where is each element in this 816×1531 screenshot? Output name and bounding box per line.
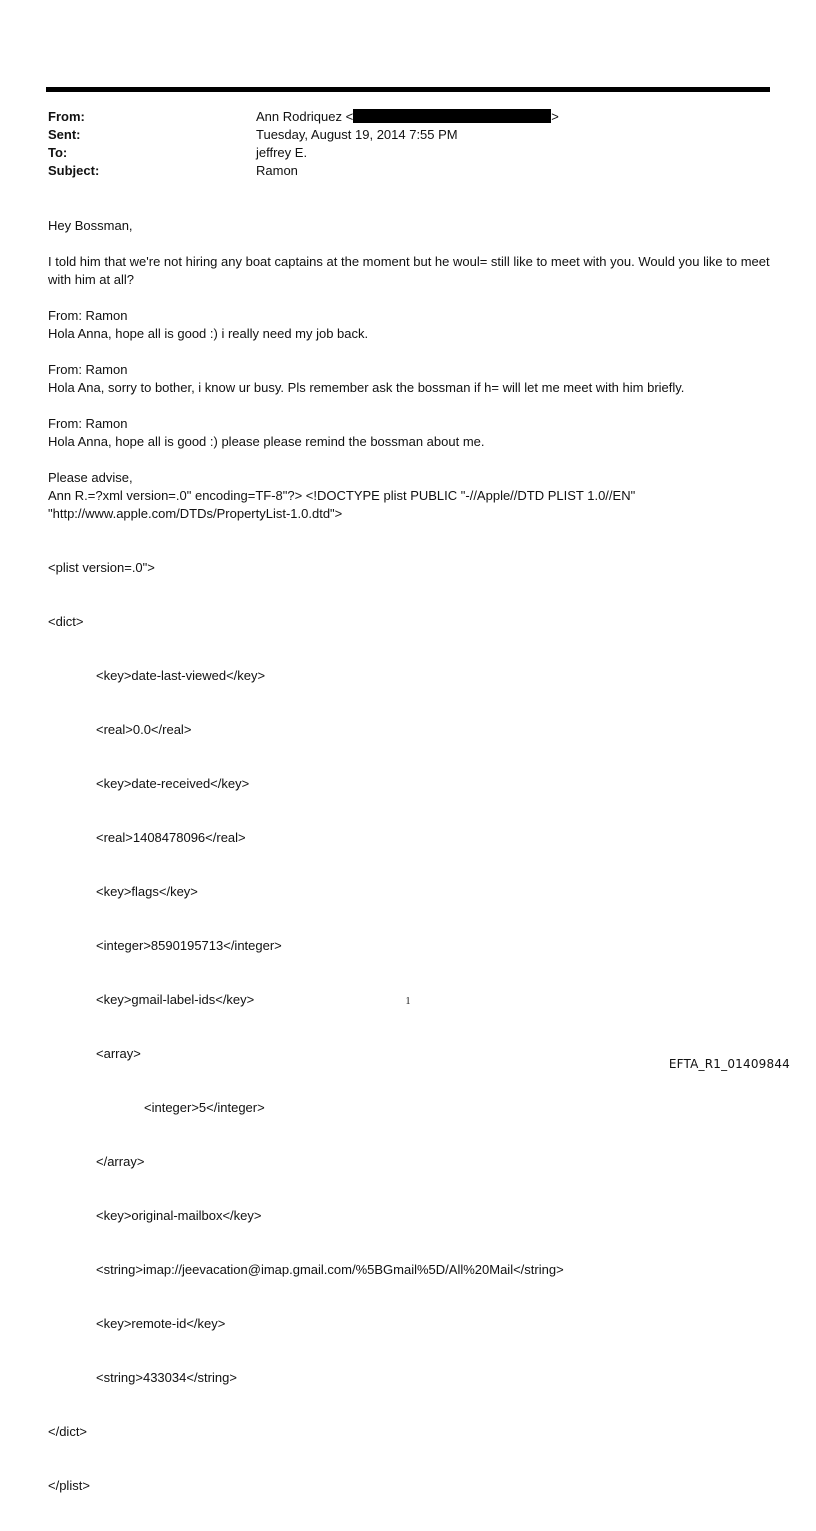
plist-value: <string>433034</string> bbox=[96, 1370, 237, 1385]
plist-key: <key>remote-id</key> bbox=[96, 1316, 226, 1331]
quoted-message-3 bbox=[48, 415, 778, 451]
dtd-line: "http://www.apple.com/DTDs/PropertyList-1.0.dtd"> bbox=[48, 506, 343, 521]
subject-value: Ramon bbox=[256, 163, 298, 178]
array-item: <integer>5</integer> bbox=[144, 1100, 265, 1115]
array-open: <array> bbox=[96, 1046, 141, 1061]
page-number: 1 bbox=[405, 996, 411, 1007]
plist-value: <integer>8590195713</integer> bbox=[96, 938, 282, 953]
quoted-from: From: Ramon bbox=[48, 362, 128, 377]
plist-open: <plist version=.0"> bbox=[48, 560, 155, 575]
header-rule bbox=[46, 87, 770, 92]
from-value bbox=[256, 108, 559, 126]
plist-key: <key>date-received</key> bbox=[96, 776, 250, 791]
to-label: To: bbox=[48, 145, 68, 160]
quoted-text: Hola Ana, sorry to bother, i know ur busy. Pls remember ask the bossman if h= will let me meet with him briefly. bbox=[48, 380, 685, 395]
quoted-message-1 bbox=[48, 307, 778, 343]
document-id: EFTA_R1_01409844 bbox=[668, 1057, 790, 1071]
plist-key: <key>gmail-label-ids</key> bbox=[96, 992, 255, 1007]
message-paragraph: I told him that we're not hiring any boat captains at the moment but he woul= still like to meet with you. Would you like to meet with him at all? bbox=[48, 254, 770, 287]
dict-open: <dict> bbox=[48, 614, 84, 629]
plist-block bbox=[48, 523, 778, 1531]
plist-key: <key>flags</key> bbox=[96, 884, 198, 899]
plist-key: <key>date-last-viewed</key> bbox=[96, 668, 266, 683]
redaction-box bbox=[353, 109, 551, 123]
to-value: jeffrey E. bbox=[256, 145, 308, 160]
plist-key: <key>original-mailbox</key> bbox=[96, 1208, 262, 1223]
dict-close: </dict> bbox=[48, 1424, 88, 1439]
advise-line: Please advise, bbox=[48, 470, 133, 485]
quoted-text: Hola Anna, hope all is good :) please please remind the bossman about me. bbox=[48, 434, 485, 449]
from-suffix: > bbox=[551, 109, 559, 124]
signature-block bbox=[48, 469, 778, 523]
quoted-from: From: Ramon bbox=[48, 416, 128, 431]
greeting: Hey Bossman, bbox=[48, 218, 133, 233]
quoted-message-2 bbox=[48, 361, 778, 397]
subject-label: Subject: bbox=[48, 163, 100, 178]
from-label: From: bbox=[48, 109, 85, 124]
plist-value: <real>0.0</real> bbox=[96, 722, 192, 737]
quoted-text: Hola Anna, hope all is good :) i really need my job back. bbox=[48, 326, 369, 341]
email-body bbox=[48, 217, 778, 1531]
sent-value: Tuesday, August 19, 2014 7:55 PM bbox=[256, 127, 458, 142]
quoted-from: From: Ramon bbox=[48, 308, 128, 323]
array-close: </array> bbox=[96, 1154, 145, 1169]
plist-value: <string>imap://jeevacation@imap.gmail.com/%5BGmail%5D/All%20Mail</string> bbox=[96, 1262, 564, 1277]
plist-value: <real>1408478096</real> bbox=[96, 830, 246, 845]
signature-line: Ann R.=?xml version=.0" encoding=TF-8"?> <!DOCTYPE plist PUBLIC "-//Apple//DTD PLIST 1.0//EN" bbox=[48, 488, 636, 503]
sent-label: Sent: bbox=[48, 127, 81, 142]
from-name: Ann Rodriquez < bbox=[256, 109, 354, 124]
plist-close: </plist> bbox=[48, 1478, 90, 1493]
